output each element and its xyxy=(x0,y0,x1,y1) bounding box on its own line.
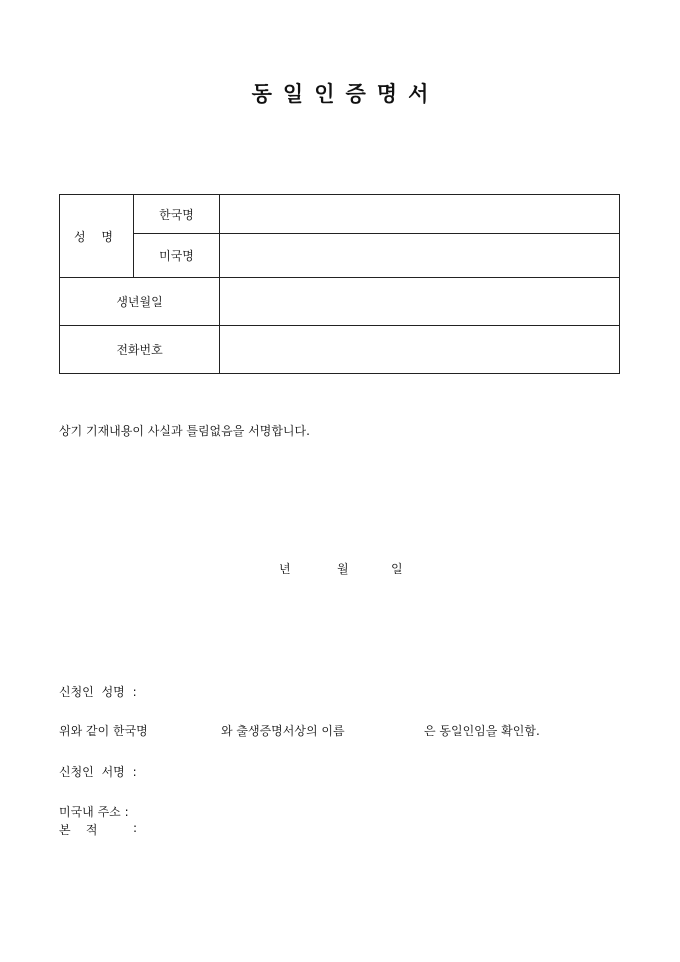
confirmation-part-2: 와 출생증명서상의 이름 xyxy=(221,724,345,738)
applicant-info-table xyxy=(59,194,620,374)
confirmation-part-3: 은 동일인임을 확인함. xyxy=(424,724,540,738)
date-day-label: 일 xyxy=(391,562,403,576)
korean-name-field[interactable] xyxy=(220,195,620,234)
confirmation-part-1: 위와 같이 한국명 xyxy=(59,724,148,738)
phone-label: 전화번호 xyxy=(60,326,220,374)
birthdate-label: 생년월일 xyxy=(60,278,220,326)
birthdate-field[interactable] xyxy=(220,278,620,326)
name-label: 성 명 xyxy=(60,195,134,278)
us-address-line: 미국내 주소 : xyxy=(59,805,129,819)
us-name-field[interactable] xyxy=(220,234,620,278)
domicile-colon: : xyxy=(133,821,138,835)
korean-name-label: 한국명 xyxy=(134,195,220,234)
us-name-label: 미국명 xyxy=(134,234,220,278)
declaration-text: 상기 기재내용이 사실과 틀림없음을 서명합니다. xyxy=(59,424,310,438)
date-year-label: 년 xyxy=(279,562,291,576)
phone-field[interactable] xyxy=(220,326,620,374)
domicile-label: 본 적 xyxy=(59,823,98,837)
document-title: 동일인증명서 xyxy=(251,81,440,106)
applicant-name-line: 신청인 성명 : xyxy=(59,685,137,699)
date-month-label: 월 xyxy=(337,562,349,576)
applicant-signature-line: 신청인 서명 : xyxy=(59,765,137,779)
